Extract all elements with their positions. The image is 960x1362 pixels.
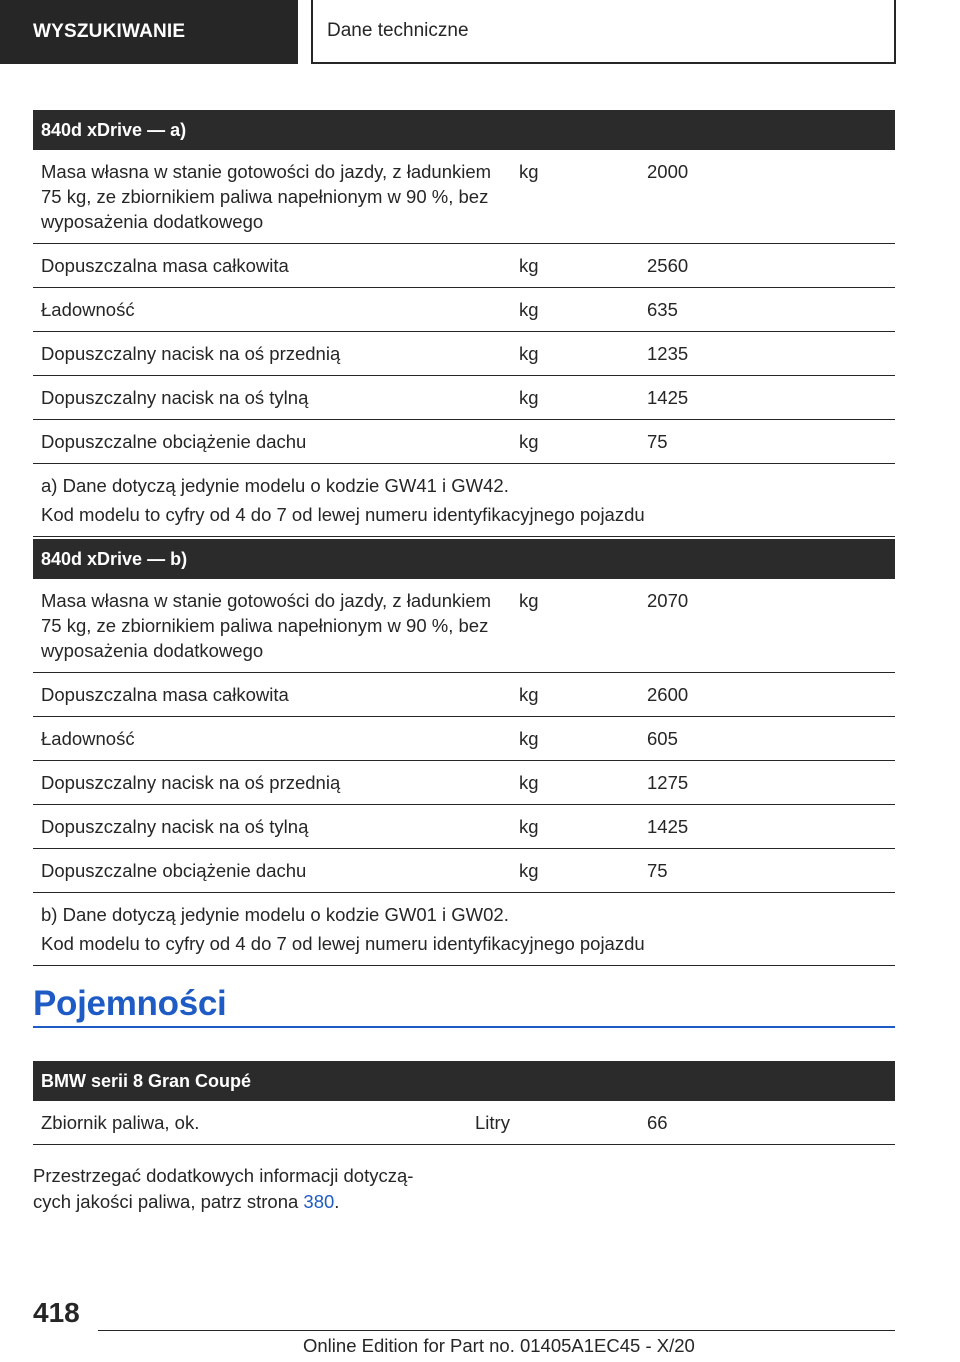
table-row — [33, 717, 895, 761]
row-unit: kg — [511, 849, 639, 893]
row-label: Dopuszczalny nacisk na oś przednią — [33, 332, 511, 376]
fuel-info-text — [33, 1163, 453, 1215]
table-b-title: 840d xDrive — b) — [33, 539, 895, 579]
section-title-capacities: Pojemności — [33, 982, 895, 1028]
table-footnote — [33, 893, 895, 966]
capacities-table — [33, 1061, 895, 1145]
row-value: 2600 — [639, 673, 895, 717]
edition-text: Online Edition for Part no. 01405A1EC45 - X/20 — [303, 1335, 695, 1356]
row-value: 1425 — [639, 376, 895, 420]
row-unit: kg — [511, 673, 639, 717]
row-value: 1235 — [639, 332, 895, 376]
table-row — [33, 1101, 895, 1145]
row-label: Dopuszczalny nacisk na oś tylną — [33, 805, 511, 849]
row-label: Dopuszczalny nacisk na oś przednią — [33, 761, 511, 805]
spec-table-b — [33, 539, 895, 966]
section-tab: Dane techniczne — [311, 0, 896, 64]
row-unit: kg — [511, 717, 639, 761]
row-value: 2560 — [639, 244, 895, 288]
fuel-info-body: Przestrzegać dodatkowych informacji dotyczą‐ cych jakości paliwa, patrz strona — [33, 1165, 414, 1212]
footnote-line-1: a) Dane dotyczą jedynie modelu o kodzie GW41 i GW42. — [41, 475, 509, 496]
row-unit: kg — [511, 579, 639, 673]
row-unit: kg — [511, 805, 639, 849]
row-value: 2000 — [639, 150, 895, 244]
table-footnote-row — [33, 893, 895, 966]
row-label: Dopuszczalna masa całkowita — [33, 673, 511, 717]
row-value: 1275 — [639, 761, 895, 805]
footnote-line-2: Kod modelu to cyfry od 4 do 7 od lewej numeru identyfikacyjnego pojazdu — [41, 933, 645, 954]
row-unit: kg — [511, 420, 639, 464]
row-label: Dopuszczalne obciążenie dachu — [33, 849, 511, 893]
table-row — [33, 761, 895, 805]
table-row — [33, 420, 895, 464]
table-row — [33, 332, 895, 376]
spec-table-a — [33, 110, 895, 537]
row-unit: kg — [511, 761, 639, 805]
page-link[interactable]: 380 — [303, 1191, 335, 1212]
table-row — [33, 673, 895, 717]
row-value: 1425 — [639, 805, 895, 849]
table-row — [33, 805, 895, 849]
footnote-line-1: b) Dane dotyczą jedynie modelu o kodzie GW01 i GW02. — [41, 904, 509, 925]
row-label: Ładowność — [33, 288, 511, 332]
table-row — [33, 849, 895, 893]
row-unit: kg — [511, 150, 639, 244]
table-row — [33, 244, 895, 288]
row-unit: Litry — [467, 1101, 639, 1145]
search-tab[interactable]: WYSZUKIWANIE — [0, 0, 298, 64]
row-label: Dopuszczalna masa całkowita — [33, 244, 511, 288]
row-unit: kg — [511, 288, 639, 332]
page-number: 418 — [33, 1297, 80, 1328]
footer-divider — [98, 1330, 895, 1331]
capacities-table-title: BMW serii 8 Gran Coupé — [33, 1061, 895, 1101]
row-value: 635 — [639, 288, 895, 332]
row-value: 75 — [639, 849, 895, 893]
table-footnote-row — [33, 464, 895, 537]
table-a-title: 840d xDrive — a) — [33, 110, 895, 150]
row-label: Dopuszczalne obciążenie dachu — [33, 420, 511, 464]
row-label: Masa własna w stanie gotowości do jazdy, z ładunkiem 75 kg, ze zbiornikiem paliwa napełnionym w 90 %, bez wyposażenia dodatkowego — [33, 579, 511, 673]
row-label: Dopuszczalny nacisk na oś tylną — [33, 376, 511, 420]
table-row — [33, 150, 895, 244]
table-row — [33, 288, 895, 332]
row-value: 66 — [639, 1101, 895, 1145]
row-unit: kg — [511, 376, 639, 420]
row-label: Masa własna w stanie gotowości do jazdy, z ładunkiem 75 kg, ze zbiornikiem paliwa napełnionym w 90 %, bez wyposażenia dodatkowego — [33, 150, 511, 244]
row-unit: kg — [511, 244, 639, 288]
table-footnote — [33, 464, 895, 537]
row-value: 2070 — [639, 579, 895, 673]
fuel-info-end: . — [334, 1191, 340, 1212]
table-row — [33, 579, 895, 673]
row-value: 75 — [639, 420, 895, 464]
row-value: 605 — [639, 717, 895, 761]
table-row — [33, 376, 895, 420]
footnote-line-2: Kod modelu to cyfry od 4 do 7 od lewej numeru identyfikacyjnego pojazdu — [41, 504, 645, 525]
row-label: Zbiornik paliwa, ok. — [33, 1101, 467, 1145]
row-label: Ładowność — [33, 717, 511, 761]
row-unit: kg — [511, 332, 639, 376]
